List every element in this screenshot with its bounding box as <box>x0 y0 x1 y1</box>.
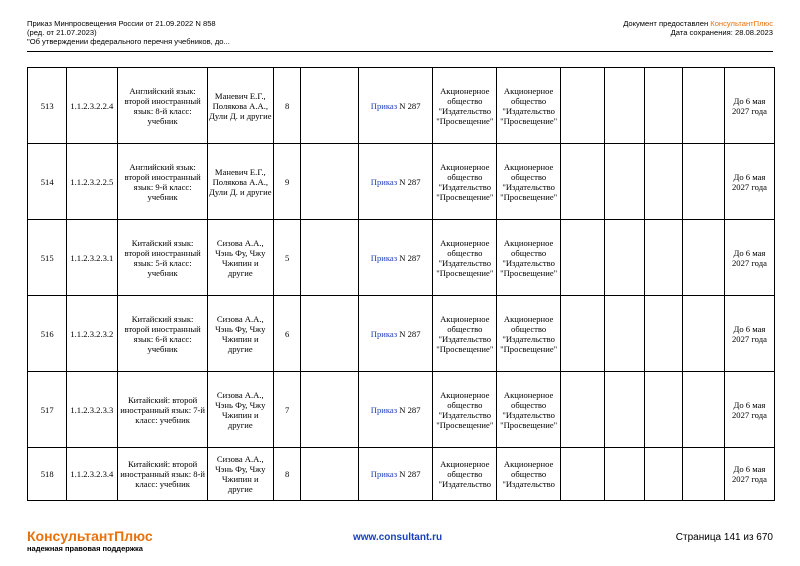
order-link[interactable]: Приказ <box>370 328 398 339</box>
cell-grade: 6 <box>273 296 301 372</box>
empty-cell <box>561 372 605 448</box>
cell-valid: До 6 мая 2027 года <box>724 372 774 448</box>
textbook-table <box>27 67 775 501</box>
cell-num: 517 <box>28 372 67 448</box>
cell-pub1: Акционерное общество "Издательство "Просвещение" <box>433 220 497 296</box>
empty-cell <box>645 372 683 448</box>
cell-pub1: Акционерное общество "Издательство <box>433 448 497 501</box>
cell-num: 514 <box>28 144 67 220</box>
cell-code: 1.1.2.3.2.2.5 <box>67 144 118 220</box>
empty-cell <box>645 448 683 501</box>
cell-num: 518 <box>28 448 67 501</box>
order-cell <box>358 144 432 220</box>
footer-brand-logo: КонсультантПлюс <box>27 528 153 544</box>
footer-tagline: надежная правовая поддержка <box>27 544 143 553</box>
table-row <box>28 372 775 448</box>
cell-authors: Маневич Е.Г., Полякова А.А., Дули Д. и другие <box>207 68 273 144</box>
cell-title: Английский язык: второй иностранный язык: 9-й класс: учебник <box>118 144 207 220</box>
document-revision: (ред. от 21.07.2023) <box>27 28 97 37</box>
footer-site-link[interactable]: www.consultant.ru <box>353 532 443 543</box>
table-row <box>28 220 775 296</box>
order-link[interactable]: Приказ <box>370 176 398 187</box>
cell-pub2: Акционерное общество "Издательство "Просвещение" <box>497 296 561 372</box>
empty-cell <box>604 144 644 220</box>
header-divider <box>27 51 773 52</box>
cell-code: 1.1.2.3.2.3.4 <box>67 448 118 501</box>
order-cell <box>358 220 432 296</box>
cell-title: Китайский язык: второй иностранный язык: 5-й класс: учебник <box>118 220 207 296</box>
empty-cell <box>604 448 644 501</box>
cell-grade: 8 <box>273 448 301 501</box>
cell-grade: 7 <box>273 372 301 448</box>
cell-code: 1.1.2.3.2.3.2 <box>67 296 118 372</box>
empty-cell <box>683 68 725 144</box>
provided-by-text: Документ предоставлен <box>623 19 711 28</box>
order-cell <box>358 68 432 144</box>
empty-cell <box>301 448 358 501</box>
order-link[interactable]: Приказ <box>370 100 398 111</box>
order-number: N 287 <box>399 404 421 415</box>
empty-cell <box>604 372 644 448</box>
table-row <box>28 448 775 501</box>
empty-cell <box>683 144 725 220</box>
cell-valid: До 6 мая 2027 года <box>724 220 774 296</box>
cell-authors: Маневич Е.Г., Полякова А.А., Дули Д. и другие <box>207 144 273 220</box>
save-date: Дата сохранения: 28.08.2023 <box>670 28 773 37</box>
table-row <box>28 296 775 372</box>
empty-cell <box>301 296 358 372</box>
cell-num: 513 <box>28 68 67 144</box>
empty-cell <box>683 372 725 448</box>
order-number: N 287 <box>399 176 421 187</box>
cell-pub2: Акционерное общество "Издательство "Просвещение" <box>497 372 561 448</box>
order-link[interactable]: Приказ <box>370 469 398 479</box>
empty-cell <box>683 296 725 372</box>
cell-grade: 5 <box>273 220 301 296</box>
cell-pub1: Акционерное общество "Издательство "Просвещение" <box>433 144 497 220</box>
document-header-left <box>27 19 327 46</box>
cell-code: 1.1.2.3.2.3.1 <box>67 220 118 296</box>
cell-pub1: Акционерное общество "Издательство "Просвещение" <box>433 68 497 144</box>
empty-cell <box>561 296 605 372</box>
empty-cell <box>604 220 644 296</box>
order-link[interactable]: Приказ <box>370 252 398 263</box>
cell-pub2: Акционерное общество "Издательство "Просвещение" <box>497 220 561 296</box>
empty-cell <box>301 372 358 448</box>
cell-num: 516 <box>28 296 67 372</box>
cell-authors: Сизова А.А., Чэнь Фу, Чжу Чжипин и другие <box>207 220 273 296</box>
cell-pub2: Акционерное общество "Издательство <box>497 448 561 501</box>
order-link[interactable]: Приказ <box>370 404 398 415</box>
empty-cell <box>561 220 605 296</box>
order-cell <box>358 296 432 372</box>
document-subtitle: "Об утверждении федерального перечня учебников, до... <box>27 37 230 46</box>
empty-cell <box>561 68 605 144</box>
cell-valid: До 6 мая 2027 года <box>724 296 774 372</box>
document-title: Приказ Минпросвещения России от 21.09.2022 N 858 <box>27 19 216 28</box>
cell-authors: Сизова А.А., Чэнь Фу, Чжу Чжипин и другие <box>207 296 273 372</box>
empty-cell <box>645 68 683 144</box>
empty-cell <box>604 296 644 372</box>
cell-grade: 9 <box>273 144 301 220</box>
order-number: N 287 <box>399 100 421 111</box>
empty-cell <box>645 220 683 296</box>
order-number: N 287 <box>399 328 421 339</box>
cell-grade: 8 <box>273 68 301 144</box>
order-cell <box>358 448 432 501</box>
cell-title: Китайский язык: второй иностранный язык: 6-й класс: учебник <box>118 296 207 372</box>
provider-brand-link[interactable]: КонсультантПлюс <box>710 19 773 28</box>
order-number: N 287 <box>399 469 421 479</box>
empty-cell <box>645 144 683 220</box>
empty-cell <box>604 68 644 144</box>
empty-cell <box>301 144 358 220</box>
cell-valid: До 6 мая 2027 года <box>724 68 774 144</box>
cell-authors: Сизова А.А., Чэнь Фу, Чжу Чжипин и другие <box>207 372 273 448</box>
cell-pub1: Акционерное общество "Издательство "Просвещение" <box>433 296 497 372</box>
page-number: Страница 141 из 670 <box>675 532 773 543</box>
empty-cell <box>683 220 725 296</box>
empty-cell <box>683 448 725 501</box>
order-cell <box>358 372 432 448</box>
cell-code: 1.1.2.3.2.2.4 <box>67 68 118 144</box>
cell-valid: До 6 мая 2027 года <box>724 144 774 220</box>
cell-authors: Сизова А.А., Чэнь Фу, Чжу Чжипин и другие <box>207 448 273 501</box>
empty-cell <box>301 220 358 296</box>
cell-title: Китайский: второй иностранный язык: 7-й класс: учебник <box>118 372 207 448</box>
cell-title: Китайский: второй иностранный язык: 8-й класс: учебник <box>118 448 207 501</box>
empty-cell <box>561 144 605 220</box>
cell-pub1: Акционерное общество "Издательство "Просвещение" <box>433 372 497 448</box>
cell-valid: До 6 мая 2027 года <box>724 448 774 501</box>
order-number: N 287 <box>399 252 421 263</box>
cell-num: 515 <box>28 220 67 296</box>
cell-title: Английский язык: второй иностранный язык: 8-й класс: учебник <box>118 68 207 144</box>
table-row <box>28 144 775 220</box>
cell-code: 1.1.2.3.2.3.3 <box>67 372 118 448</box>
empty-cell <box>561 448 605 501</box>
table-row <box>28 68 775 144</box>
empty-cell <box>645 296 683 372</box>
cell-pub2: Акционерное общество "Издательство "Просвещение" <box>497 144 561 220</box>
empty-cell <box>301 68 358 144</box>
provided-by <box>623 19 773 28</box>
document-header-right <box>623 19 773 37</box>
cell-pub2: Акционерное общество "Издательство "Просвещение" <box>497 68 561 144</box>
